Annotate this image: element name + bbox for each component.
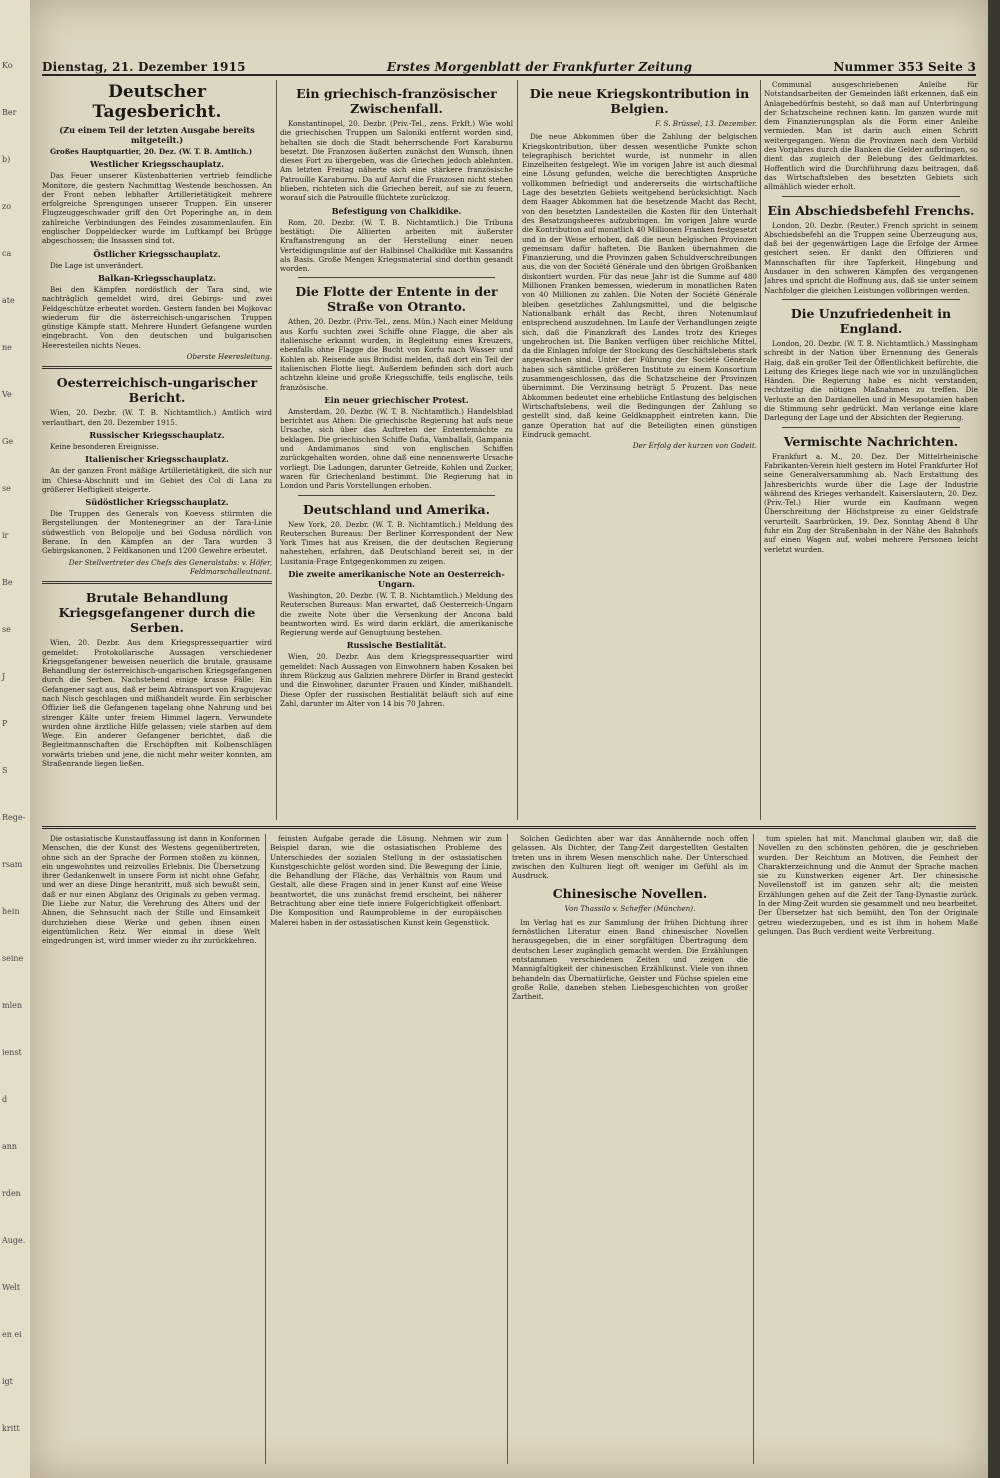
column-2	[280, 80, 513, 820]
strip-fragment: mlen	[2, 1001, 23, 1010]
signature: Der Erfolg der kurzen von Godeit.	[632, 441, 757, 451]
article-title: Deutschland und Amerika.	[302, 501, 490, 517]
strip-fragment: zo	[2, 202, 12, 211]
article-text: London, 20. Dezbr. (Reuter.) French spricht in seinem Abschiedsbefehl an die Truppen seine Überzeugung aus, daß bei der gegenwärtigen Lage die Erfolge der Armee gesichert seien. Er dankt den Offizieren und Mannschaften für ihre Tapferkeit, Hingebung und Ausdauer in den schweren Kämpfen des vergangenen Jahres und spricht die Hoffnung aus, daß sie unter seinem Nachfolger die gleichen Leistungen vollbringen werden.	[764, 220, 978, 295]
divider	[42, 366, 272, 369]
strip-fragment: kritt	[2, 1424, 20, 1433]
section-heading: Östlicher Kriegsschauplatz.	[93, 248, 221, 259]
feuilleton-text: Die ostasiatische Kunstauffassung ist dann in Konformen Menschen, die der Kunst des Westens gegenübertreten, ohne sich an der Sprache der Formen stoßen zu können, ein ungewohntes und reizvolles Erlebnis. Die Übersetzung ihrer Gedankenwelt in unsere Form ist nicht ohne Gefahr, und wer an diese Dinge herantritt, muß sich bewußt sein, daß er nur einen Abglanz des Originals zu geben vermag. Die Liebe zur Natur, die Verehrung des Alters und der Ahnen, die Sehnsucht nach der Stille und Einsamkeit durchziehen diese Werke und geben ihnen einen eigentümlichen Reiz. Wer einmal in diese Welt eingedrungen ist, wird immer wieder zu ihr zurückkehren.	[42, 834, 260, 946]
section-heading: Befestigung von Chalkidike.	[331, 205, 462, 216]
divider	[782, 427, 960, 428]
article-title: Ein griechisch-französischer Zwischenfall.	[296, 86, 497, 116]
article-text: Bei den Kämpfen nordöstlich der Tara sind, wie nachträglich gemeldet wird, drei Gebirgs- und zwei Feldgeschütze erbeutet worden. Gestern fanden bei Mojkovac wiederum für die österreichisch-ungarischen Truppen günstige Kämpfe statt. Mehrere Hundert Gefangene wurden eingebracht. Von den deutschen und bulgarischen Heeresteilen nichts Neues.	[42, 284, 272, 350]
article-title: Oesterreichisch-ungarischer Bericht.	[56, 375, 258, 406]
article-text: New York, 20. Dezbr. (W. T. B. Nichtamtlich.) Meldung des Reuterschen Bureaus: Der Berliner Korrespondent der New York Times hat aus Kreisen, die der deutschen Regierung nahestehen, erfahren, daß Deutschland bereit sei, in der Lusitania-Frage Entgegenkommen zu zeigen.	[280, 519, 513, 566]
strip-fragment: J	[2, 672, 6, 681]
article-text: Wien, 20. Dezbr. Aus dem Kriegspressequartier wird gemeldet: Nach Aussagen von Einwohnern haben Kosaken bei ihrem Rückzug aus Galizien mehrere Dörfer in Brand gesteckt und die Einwohner, darunter Frauen und Kinder, mißhandelt. Diese Opfer der russischen Bestialität beläuft sich auf eine Zahl, darunter im Alter von 14 bis 70 Jahren.	[280, 652, 513, 708]
strip-fragment: Ber	[2, 108, 17, 117]
article-text: Communal ausgeschriebenen Anleihe für Notstandsarbeiten der Gemeinden läßt erkennen, daß ein Anlagebedürfnis besteht, so daß man auf Unterbringung der Schatzscheine rechnen kann. Im ganzen wurde mit dem Finanzierungsplan als die Form einer Anleihe vermieden. Man ist darin auch einen Schritt weitergegangen. Wenn die Provinzen nach dem Vorbild des Vorjahres durch die Banken die Gelder aufbringen, so dient das zugleich der Belebung des Geldmarktes. Hoffentlich wird die Durchführung dazu beitragen, daß das Wirtschaftsleben des besetzten Gebiets sich allmählich wieder erholt.	[764, 80, 978, 192]
header-date: Dienstag, 21. Dezember 1915	[42, 60, 246, 74]
strip-fragment: ate	[2, 296, 15, 305]
strip-fragment: Ve	[2, 390, 12, 399]
strip-fragment: Ge	[2, 437, 14, 446]
column-divider	[507, 834, 508, 1464]
divider	[298, 277, 495, 278]
feuilleton-column-1	[42, 834, 260, 1464]
feuilleton-divider	[42, 826, 976, 829]
strip-fragment: ienst	[2, 1048, 22, 1057]
header-page-number: Nummer 353 Seite 3	[833, 60, 976, 74]
feuilleton-text: feinsten Aufgabe gerade die Lösung. Nehmen wir zum Beispiel daran, wie die ostasiatischen Probleme des Unterschiedes der sozialen Stellung in der ostasiatischen Kunstgeschichte gelöst worden sind. Die Bewegung der Linie, die Behandlung der Fläche, das Verhältnis von Raum und Gestalt, alle diese Fragen sind in jener Kunst auf eine Weise beantwortet, die uns zunächst fremd erscheint, bei näherer Betrachtung aber eine tiefe innere Folgerichtigkeit offenbart. Die Komposition und Raumprobleme in der europäischen Malerei haben in der ostasiatischen Kunst kein Gegenstück.	[270, 834, 502, 927]
column-divider	[276, 80, 277, 820]
article-text: An der ganzen Front mäßige Artillerietätigkeit, die sich nur im Chiesa-Abschnitt und im Gebiet des Col di Lana zu größerer Heftigkeit steigerte.	[42, 466, 272, 494]
strip-fragment: P	[2, 719, 8, 728]
newspaper-page	[30, 0, 988, 1478]
column-divider	[753, 834, 754, 1464]
article-title: Brutale Behandlung Kriegsgefangener durch die Serben.	[58, 590, 256, 636]
strip-fragment: se	[2, 625, 11, 634]
column-4	[764, 80, 978, 820]
strip-fragment: ann	[2, 1142, 18, 1151]
article-text: London, 20. Dezbr. (W. T. B. Nichtamtlich.) Massingham schreibt in der Nation über Ernennung des Generals Haig, daß ein großer Teil der Öffentlichkeit befürchte, die Leitung des Krieges liege nach wie vor in unzulänglichen Händen. Die Regierung habe es nicht verstanden, rechtzeitig die nötigen Maßnahmen zu treffen. Die Verluste an den Dardanellen und in Mesopotamien haben die Stimmung sehr gedrückt. Man verlange eine klare Darlegung der Lage und der Absichten der Regierung.	[764, 338, 978, 423]
column-3	[522, 80, 757, 820]
dateline: Wien, 20. Dezbr. (W. T. B. Nichtamtlich.) Amtlich wird verlautbart, den 20. Dezember 1915.	[42, 408, 272, 427]
article-title: Die neue Kriegskontribution in Belgien.	[529, 86, 750, 116]
column-divider	[517, 80, 518, 820]
divider	[42, 581, 272, 584]
article-text: Washington, 20. Dezbr. (W. T. B. Nichtamtlich.) Meldung des Reuterschen Bureaus: Man erwartet, daß Oesterreich-Ungarn die zweite Note über die Versenkung der Ancona bald beantworten wird. Es wird darin erklärt, die amerikanische Regierung werde auf Genugtuung bestehen.	[280, 590, 513, 638]
strip-fragment: se	[2, 484, 11, 493]
strip-fragment: Rege-	[2, 813, 26, 822]
article-text: Das Feuer unserer Küstenbatterien vertrieb feindliche Monitore, die gestern Nachmittag Westende beschossen. An der Front neben lebhafter Artillerietätigkeit mehrere erfolgreiche Sprengungen unserer Truppen. Ein unserer Flugzeuggeschwader griff den Ort Poperinghe an, in dem zahlreiche Verbindungen des Feindes zusammenlaufen. Ein englischer Doppeldecker wurde im Luftkampf bei Brügge abgeschossen; die Insassen sind tot.	[42, 171, 272, 246]
article-text: Rom, 20. Dezbr. (W. T. B. Nichtamtlich.) Die Tribuna bestätigt: Die Alliierten arbeiten mit äußerster Kraftanstrengung an der Herstellung einer neuen Verteidigungslinie auf der Halbinsel Chalkidike mit Kassandra als Basis. Große Mengen Kriegsmaterial sind dorthin gesandt worden.	[280, 217, 513, 274]
feuilleton-column-2	[270, 834, 502, 1464]
section-heading: Russische Bestialität.	[346, 640, 447, 651]
article-title: Chinesische Novellen.	[552, 886, 708, 902]
article-text: Keine besonderen Ereignisse.	[50, 441, 159, 451]
section-heading: Die zweite amerikanische Note an Oesterreich-Ungarn.	[288, 568, 505, 589]
feuilleton-column-3	[512, 834, 748, 1464]
strip-fragment: d	[2, 1095, 8, 1104]
section-heading: Italienischer Kriegsschauplatz.	[85, 454, 229, 465]
section-heading: Westlicher Kriegsschauplatz.	[90, 159, 224, 170]
section-heading: Südöstlicher Kriegsschauplatz.	[85, 497, 229, 508]
feuilleton-text: Solchen Gedichten aber war das Annähernde noch offen gelassen. Als Dichter, der Tang-Zeit dargestellten Gestalten treten uns in ihrem Wesen menschlich nahe. Der Unterschied zwischen den Kulturen liegt oft weniger im Gefühl als im Ausdruck.	[512, 834, 748, 881]
strip-fragment: Be	[2, 578, 13, 587]
signature: Oberste Heeresleitung.	[186, 352, 272, 362]
article-text: Frankfurt a. M., 20. Dez. Der Mittelrheinische Fabrikanten-Verein hielt gestern im Hotel Frankfurter Hof seine Generalversammlung ab. Nach Erstattung des Jahresberichts wurde über die Lage der Industrie während des Krieges verhandelt. Kaiserslautern, 20. Dez. (Priv.-Tel.) Hier wurde ein Kaufmann wegen Überschreitung der Höchstpreise zu einer Geldstrafe verurteilt. Saarbrücken, 19. Dez. Sonntag Abend 8 Uhr fuhr ein Zug der Straßenbahn in der Nähe des Bahnhofs auf einen Wagen auf, wobei mehrere Personen leicht verletzt wurden.	[764, 451, 978, 554]
article-text: Wien, 20. Dezbr. Aus dem Kriegspressequartier wird gemeldet: Protokollarische Aussagen verschiedener Kriegsgefangener beweisen neuerlich die brutale, grausame Behandlung der österreichisch-ungarischen Kriegsgefangenen durch die Serben. Nachstehend einige krasse Fälle: Ein Gefangener sagt aus, daß er beim Abtransport von Kragujevac nach Nisch geschlagen und mißhandelt wurde. Ein serbischer Offizier ließ die Gefangenen tagelang ohne Nahrung und bei strenger Kälte unter freiem Himmel lagern. Verwundete wurden ohne ärztliche Hilfe gelassen; viele starben auf dem Wege. Ein anderer Gefangener berichtet, daß die Begleitmannschaften die Erschöpften mit Kolbenschlägen vorwärts trieben und jene, die nicht mehr weiter konnten, am Straßenrande liegen ließen.	[42, 638, 272, 769]
article-title: Die Flotte der Entente in der Straße von Otranto.	[295, 284, 498, 315]
strip-fragment: igt	[2, 1377, 13, 1386]
article-text: Konstantinopel, 20. Dezbr. (Priv.-Tel., zens. Frkft.) Wie wohl die griechischen Truppen um Saloniki entfernt worden sind, behalten sie doch die Stadt beherrschende Fort Karaburnu besetzt. Die Franzosen äußerten zunächst den Wunsch, ihnen dieses Fort zu übergeben, was die Griechen jedoch ablehnten. Am letzten Freitag näherte sich eine stärkere französische Patrouille Karaburnu. Da auf Anruf die Franzosen nicht stehen blieben, richteten sich die Griechen bereit, auf sie zu feuern, worauf sich die Patrouille flüchtete zurückzog.	[280, 119, 513, 203]
strip-fragment: S	[2, 766, 8, 775]
strip-fragment: hein	[2, 907, 20, 916]
strip-fragment: Auge.	[2, 1236, 26, 1245]
section-heading: Russischer Kriegsschauplatz.	[89, 429, 225, 440]
article-title: Die Unzufriedenheit in England.	[790, 305, 952, 336]
article-title: Vermischte Nachrichten.	[783, 433, 959, 449]
column-divider	[265, 834, 266, 1464]
divider	[782, 196, 960, 197]
feuilleton-column-4	[758, 834, 978, 1464]
page-header	[42, 52, 976, 76]
article-text: Die neue Abkommen über die Zahlung der belgischen Kriegskontribution, über dessen wesentliche Punkte schon telegraphisch berichtet wurde, ist nunmehr in allen Einzelheiten festgelegt. Wie im vorigen Jahre ist auch diesmal eine Lösung gefunden, welche die berechtigten Ansprüche vollkommen befriedigt und andererseits die wirtschaftliche Lage des besetzten Gebiets weitgehend berücksichtigt. Nach dem Haager Abkommen hat die besetzende Macht das Recht, von den besetzten Landesteilen die Kosten für den Unterhalt des Besatzungsheeres aufzubringen. Im vorigen Jahre wurde die Kontribution auf monatlich 40 Millionen Franken festgesetzt und in der Weise erhoben, daß die neun belgischen Provinzen gemeinsam dafür hafteten. Die Banken übernahmen die Finanzierung, und die Provinzen gaben Schuldverschreibungen aus, die von der Société Générale und den übrigen Großbanken diskontiert wurden. Für das neue Jahr ist die Summe auf 480 Millionen Franken bemessen, wiederum in monatlichen Raten von 40 Millionen zu zahlen. Die Noten der Société Générale bleiben gesetzliches Zahlungsmittel, und die belgische Nationalbank erhält das Recht, ihren Notenumlauf entsprechend auszudehnen. Im Laufe der Verhandlungen zeigte sich, daß die Finanzkraft des Landes trotz des Krieges ungebrochen ist. Die Banken verfügen über reichliche Mittel, da die Einlagen infolge der Stockung des Geschäftslebens stark angewachsen sind. Unter der Führung der Société Générale haben sich sämtliche größeren Institute zu einem Konsortium zusammengeschlossen, das die Schatzscheine der Provinzen übernimmt. Die Verzinsung beträgt 5 Prozent. Das neue Abkommen bedeutet eine erhebliche Entlastung des belgischen Wirtschaftslebens, weil die Bedingungen der Zahlung so gestellt sind, daß keine Geldknappheit eintreten kann. Die ganze Operation hat auf die Beteiligten einen günstigen Eindruck gemacht.	[522, 132, 757, 439]
byline: F. S. Brüssel, 13. Dezember.	[655, 119, 757, 128]
adjacent-page-strip	[0, 0, 32, 1478]
strip-fragment: Ko	[2, 61, 13, 70]
byline: Von Thassilo v. Scheffer (München).	[564, 904, 696, 914]
strip-fragment: ca	[2, 249, 12, 258]
article-text: Athen, 20. Dezbr. (Priv.-Tel., zens. Mün.) Nach einer Meldung aus Korfu suchten zwei Schiffe ohne Flagge, die aber als italienische erkannt wurden, in Begleitung eines Kreuzers, ebenfalls ohne Flagge die Bucht von Korfu nach Wasser und Kohlen ab. Reisende aus Brindisi melden, daß dort ein Teil der italienischen Flotte liegt. Außerdem befinden sich dort auch achtzehn kleine und große Kriegsschiffe, teils englische, teils französische.	[280, 317, 513, 392]
strip-fragment: seine	[2, 954, 24, 963]
strip-fragment: b)	[2, 155, 11, 164]
strip-fragment: rsam	[2, 860, 23, 869]
strip-fragment: Welt	[2, 1283, 21, 1292]
article-title: Ein Abschiedsbefehl Frenchs.	[767, 202, 975, 218]
feuilleton-text: tum spielen hat mit. Manchmal glauben wir, daß die Novellen zu den schönsten gehören, die je geschrieben wurden. Der Reichtum an Motiven, die Feinheit der Charakterzeichnung und die Anmut der Sprache machen sie zu Kunstwerken eigener Art. Der chinesische Novellenstoff ist im ganzen sehr alt; die meisten Erzählungen gehen auf die Zeit der Tang-Dynastie zurück. In der Ming-Zeit wurden sie gesammelt und neu bearbeitet. Der Übersetzer hat sich bemüht, den Ton der Originale getreu wiederzugeben, und es ist ihm in hohem Maße gelungen. Das Buch verdient weite Verbreitung.	[758, 834, 978, 936]
dateline: Großes Hauptquartier, 20. Dez. (W. T. B. Amtlich.)	[50, 147, 253, 156]
strip-fragment: ir	[2, 531, 9, 540]
column-1	[42, 80, 272, 820]
strip-fragment: ne	[2, 343, 12, 352]
strip-fragment: rden	[2, 1189, 21, 1198]
article-title: Deutscher Tagesbericht.	[92, 82, 222, 122]
article-text: Amsterdam, 20. Dezbr. (W. T. B. Nichtamtlich.) Handelsblad berichtet aus Athen: Die griechische Regierung hat aufs neue Ursache, sich über das Auftreten der Ententemächte zu beklagen. Die griechischen Schiffe Dafia, Vamballali, Gampania und Andamimanos sind von englischen Schiffen zurückgehalten worden, ohne daß eine nennenswerte Ursache vorliegt. Die Ladungen, darunter Getreide, Kohlen und Zucker, waren für Griechenland bestimmt. Die Regierung hat in London und Paris Vorstellungen erhoben.	[280, 406, 513, 491]
feuilleton-text: Im Verlag hat es zur Sammlung der frühen Dichtung ihrer fernöstlichen Literatur einen Band chinesischer Novellen herausgegeben, die in einer sorgfältigen Übertragung dem deutschen Leser zugänglich gemacht werden. Die Erzählungen entstammen verschiedenen Zeiten und zeigen die Mannigfaltigkeit der chinesischen Erzählkunst. Viele von ihnen behandeln das Übernatürliche, Geister und Füchse spielen eine große Rolle, daneben stehen Liebesgeschichten von großer Zartheit.	[512, 917, 748, 1002]
header-edition: Erstes Morgenblatt der Frankfurter Zeitung	[386, 60, 693, 74]
article-note: (Zu einem Teil der letzten Ausgabe bereits mitgeteilt.)	[59, 125, 255, 145]
section-heading: Ein neuer griechischer Protest.	[324, 394, 469, 405]
signature: Der Stellvertreter des Chefs des Generalstabs: v. Höfer, Feldmarschalleutnant.	[68, 557, 272, 576]
article-text: Die Lage ist unverändert.	[50, 260, 144, 270]
section-heading: Balkan-Kriegsschauplatz.	[98, 272, 216, 283]
article-text: Die Truppen des Generals von Koevess stürmten die Bergstellungen der Montenegriner an der Tara-Linie südwestlich von Belopolje und bei Godusa nördlich von Berane. In den Kämpfen an der Tara wurden 3 Gebirgskanonen, 2 Feldkanonen und 1200 Gewehre erbeutet.	[42, 509, 272, 556]
column-divider	[760, 80, 761, 820]
divider	[298, 495, 495, 496]
strip-fragment: en ei	[2, 1330, 22, 1339]
divider	[782, 299, 960, 300]
